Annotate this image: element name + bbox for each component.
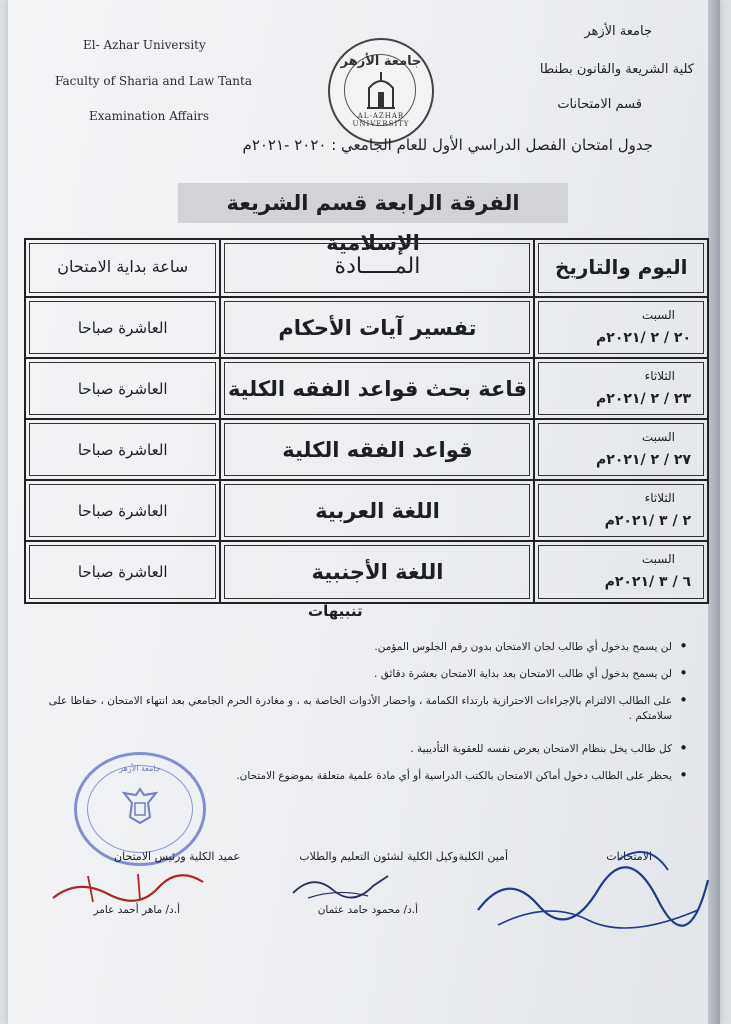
header-en-university: El- Azhar University xyxy=(83,38,206,52)
header-start-time-cell xyxy=(25,239,220,297)
mosque-icon xyxy=(365,70,397,110)
header-ar-university: جامعة الأزهر xyxy=(584,24,652,39)
dean-signature xyxy=(48,868,208,908)
header-day-date: اليوم والتاريخ xyxy=(554,255,688,279)
division-banner-text: الفرقة الرابعة قسم الشريعة الإسلامية xyxy=(226,191,520,255)
exam-day: السبت xyxy=(641,308,675,322)
secretary-label: أمين الكلية xyxy=(458,850,508,863)
note-item: • لن يسمح بدخول أي طالب الامتحان بعد بداية الامتحان بعشرة دقائق . xyxy=(48,667,688,682)
official-stamp xyxy=(74,752,206,866)
table-row xyxy=(25,480,708,541)
exam-time: العاشرة صباحا xyxy=(77,441,168,459)
vice-dean-name: أ.د/ محمود حامد عثمان xyxy=(317,904,418,916)
note-item: • على الطالب الالتزام بالإجراءات الاحترازية بارتداء الكمامة ، واحضار الأدوات الخاصة به ، و مغادرة الحرم الجامعي بعد انتهاء الامتحان ، حفاظا على سلامتكم . xyxy=(48,694,688,724)
note-item: • لن يسمح بدخول أي طالب لجان الامتحان بدون رقم الجلوس المؤمن. xyxy=(48,640,688,655)
subject-cell xyxy=(220,419,534,480)
header-en-faculty: Faculty of Sharia and Law Tanta xyxy=(55,74,253,88)
exam-document xyxy=(8,0,720,1024)
time-cell xyxy=(25,419,220,480)
header-subject-cell xyxy=(220,239,534,297)
table-row xyxy=(25,419,708,480)
exam-subject: اللغة الأجنبية xyxy=(311,560,444,584)
table-header-row xyxy=(25,239,708,297)
note-item: • يحظر على الطالب دخول أماكن الامتحان بالكتب الدراسية أو أي مادة علمية متعلقة بموضوع الامتحان. xyxy=(48,769,688,784)
day-date-cell xyxy=(534,480,708,541)
seal-bottom-text: AL-AZHAR UNIVERSITY xyxy=(352,112,410,128)
header-ar-affairs: قسم الامتحانات xyxy=(557,97,642,112)
exams-label: الامتحانات xyxy=(606,850,652,863)
exam-schedule-table xyxy=(24,238,709,604)
table-row xyxy=(25,297,708,358)
exam-day: السبت xyxy=(641,552,675,566)
seal-top-text: جامعة الأزهر xyxy=(340,54,422,69)
day-date-cell xyxy=(534,419,708,480)
notes-title: تنبيهات xyxy=(308,602,363,620)
day-date-cell xyxy=(534,358,708,419)
header-start-time: ساعة بداية الامتحان xyxy=(57,257,189,276)
dean-label: عميد الكلية ورئيس الامتحان xyxy=(114,850,240,863)
day-date-cell xyxy=(534,297,708,358)
exam-date: ٢ / ٣ /٢٠٢١م xyxy=(604,513,691,529)
header-day-date-cell xyxy=(534,239,708,297)
exam-subject: قواعد الفقه الكلية xyxy=(282,438,473,462)
subject-cell xyxy=(220,297,534,358)
university-seal xyxy=(328,38,434,144)
exam-subject: تفسير آيات الأحكام xyxy=(278,316,477,340)
exams-signature xyxy=(468,830,718,940)
eagle-emblem-icon xyxy=(122,785,158,827)
header-en-affairs: Examination Affairs xyxy=(89,109,210,123)
exam-subject: قاعة بحث قواعد الفقه الكلية xyxy=(227,377,527,401)
exam-time: العاشرة صباحا xyxy=(77,319,168,337)
exam-day: الثلاثاء xyxy=(644,491,675,505)
time-cell xyxy=(25,297,220,358)
exam-date: ٢٣ / ٢ /٢٠٢١م xyxy=(596,391,691,407)
stamp-text: جامعة الأزهر xyxy=(119,764,161,773)
vice-dean-signature xyxy=(288,868,398,904)
exam-date: ٦ / ٣ /٢٠٢١م xyxy=(604,574,691,590)
day-date-cell xyxy=(534,541,708,603)
division-banner xyxy=(178,183,568,255)
exam-date: ٢٠ / ٢ /٢٠٢١م xyxy=(596,330,691,346)
schedule-title: جدول امتحان الفصل الدراسي الأول للعام الجامعي : ٢٠٢٠ -٢٠٢١م xyxy=(242,136,653,154)
table-row xyxy=(25,541,708,603)
exam-time: العاشرة صباحا xyxy=(77,502,168,520)
time-cell xyxy=(25,480,220,541)
exam-subject: اللغة العربية xyxy=(315,499,440,523)
exam-date: ٢٧ / ٢ /٢٠٢١م xyxy=(596,452,691,468)
subject-cell xyxy=(220,358,534,419)
exam-time: العاشرة صباحا xyxy=(77,380,168,398)
time-cell xyxy=(25,358,220,419)
header-ar-faculty: كلية الشريعة والقانون بطنطا xyxy=(539,62,694,77)
table-row xyxy=(25,358,708,419)
header-subject: المـــــادة xyxy=(334,254,421,279)
dean-name: أ.د/ ماهر أحمد عامر xyxy=(93,904,180,916)
vice-dean-label: وكيل الكلية لشئون التعليم والطلاب xyxy=(299,850,458,863)
exam-day: الثلاثاء xyxy=(644,369,675,383)
exam-day: السبت xyxy=(641,430,675,444)
subject-cell xyxy=(220,541,534,603)
time-cell xyxy=(25,541,220,603)
note-item: • كل طالب يخل بنظام الامتحان يعرض نفسه للعقوبة التأديبية . xyxy=(48,742,688,757)
exam-time: العاشرة صباحا xyxy=(77,563,168,581)
subject-cell xyxy=(220,480,534,541)
